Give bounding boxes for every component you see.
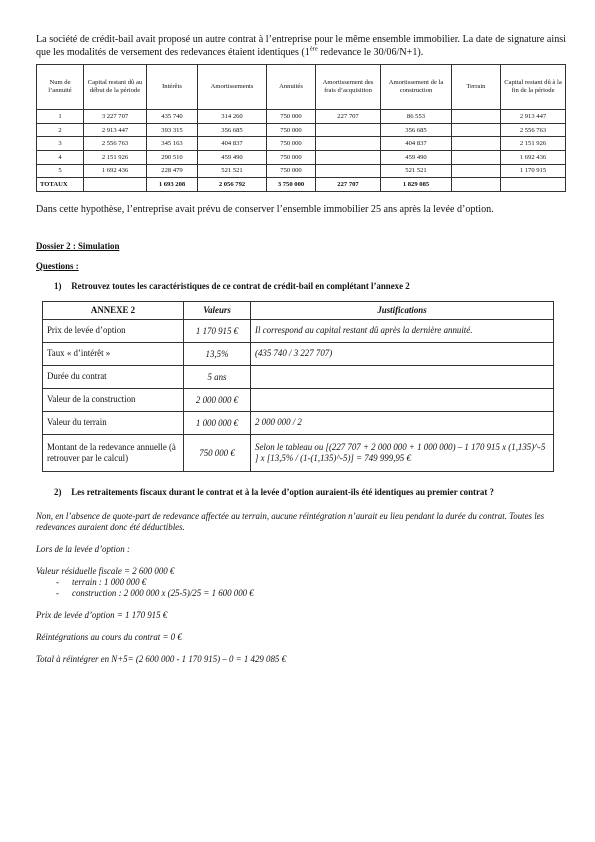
- annexe-header-row: [43, 301, 554, 319]
- question-1: [36, 281, 566, 291]
- table-cell: 4: [37, 150, 84, 164]
- annexe-label: Valeur du terrain: [43, 411, 184, 434]
- table-cell: [316, 164, 381, 178]
- header-cell: Capital restant dû au début de la période: [84, 65, 147, 110]
- table-cell: 521 521: [198, 164, 267, 178]
- table-cell: [452, 137, 501, 151]
- annexe-justification: (435 740 / 3 227 707): [251, 342, 554, 365]
- header-cell: Amortissement des frais d’acquisition: [316, 65, 381, 110]
- table-cell: 290 510: [147, 150, 198, 164]
- annexe-justification: Selon le tableau ou [(227 707 + 2 000 000 + 1 000 000) – 1 170 915 x (1,135)^-5 ] x [13,5% / (1-(1,135)^-5)] = 749 999,95 €: [251, 434, 554, 471]
- header-cell: Amortissement de la construction: [381, 65, 452, 110]
- table-cell: 750 000: [267, 164, 316, 178]
- totals-row: [37, 178, 566, 192]
- bullet-dash: -: [56, 587, 59, 598]
- annexe-row: [43, 319, 554, 342]
- annexe-value: 1 000 000 €: [184, 411, 251, 434]
- intro-text: La société de crédit-bail avait proposé un autre contrat à l’entreprise pour le même ensemble immobilier. La date de signature ainsi que les modalités de versement des redevances étaient identiques (1: [36, 34, 566, 58]
- answer-option-price: Prix de levée d’option = 1 170 915 €: [36, 609, 168, 620]
- table-cell: [501, 178, 566, 192]
- table-cell: 404 837: [381, 137, 452, 151]
- table-cell: 750 000: [267, 123, 316, 137]
- table-cell: 227 707: [316, 110, 381, 124]
- answer-total: Total à réintégrer en N+5= (2 600 000 - 1 170 915) – 0 = 1 429 085 €: [36, 653, 287, 664]
- table-cell: 1 692 436: [84, 164, 147, 178]
- annexe-row: [43, 411, 554, 434]
- lease-schedule-header-row: [37, 65, 566, 110]
- table-row: [37, 150, 566, 164]
- table-cell: [316, 150, 381, 164]
- table-row: [37, 164, 566, 178]
- annexe-header-cell: Justifications: [251, 301, 554, 319]
- annexe-justification: 2 000 000 / 2: [251, 411, 554, 434]
- table-row: [37, 123, 566, 137]
- annexe-2-table: [42, 301, 554, 472]
- header-cell: Annuités: [267, 65, 316, 110]
- annexe-label: Durée du contrat: [43, 365, 184, 388]
- table-cell: [316, 123, 381, 137]
- bullet-dash: -: [56, 576, 59, 587]
- annexe-row: [43, 342, 554, 365]
- table-cell: 345 163: [147, 137, 198, 151]
- annexe-row: [43, 365, 554, 388]
- header-cell: Num de l’annuité: [37, 65, 84, 110]
- annexe-row: [43, 434, 554, 471]
- annexe-header-cell: ANNEXE 2: [43, 301, 184, 319]
- bullet-text: terrain : 1 000 000 €: [72, 576, 147, 587]
- table-cell: 2 913 447: [501, 110, 566, 124]
- header-cell: Capital restant dû à la fin de la période: [501, 65, 566, 110]
- table-cell: 1: [37, 110, 84, 124]
- table-cell: 2: [37, 123, 84, 137]
- table-cell: 459 490: [198, 150, 267, 164]
- annexe-value: 750 000 €: [184, 434, 251, 471]
- annexe-label: Valeur de la construction: [43, 388, 184, 411]
- table-cell: 1 692 436: [501, 150, 566, 164]
- intro-superscript: ère: [309, 45, 318, 53]
- answer-lors: Lors de la levée d’option :: [36, 543, 130, 554]
- table-cell: 3 750 000: [267, 178, 316, 192]
- annexe-label: Taux « d’intérêt »: [43, 342, 184, 365]
- header-cell: Terrain: [452, 65, 501, 110]
- answer-residual-value: Valeur résiduelle fiscale = 2 600 000 €: [36, 565, 175, 576]
- table-cell: 393 315: [147, 123, 198, 137]
- table-cell: [452, 123, 501, 137]
- totals-label: TOTAUX: [37, 178, 84, 192]
- annexe-value: 13,5%: [184, 342, 251, 365]
- header-cell: Intérêts: [147, 65, 198, 110]
- hypothesis-paragraph: Dans cette hypothèse, l’entreprise avait prévu de conserver l’ensemble immobilier 25 ans après la levée d’option.: [36, 203, 494, 215]
- table-row: [37, 137, 566, 151]
- table-cell: 2 056 792: [198, 178, 267, 192]
- table-cell: 750 000: [267, 150, 316, 164]
- table-cell: 1 170 915: [501, 164, 566, 178]
- answer-bullet-construction: [36, 588, 566, 599]
- lease-schedule-table: [36, 64, 566, 192]
- questions-title: Questions :: [36, 260, 79, 271]
- table-cell: 356 685: [381, 123, 452, 137]
- document-page: [36, 34, 566, 665]
- table-cell: [452, 110, 501, 124]
- annexe-label: Prix de levée d’option: [43, 319, 184, 342]
- table-cell: 2 913 447: [84, 123, 147, 137]
- table-cell: 750 000: [267, 110, 316, 124]
- table-cell: [452, 178, 501, 192]
- table-cell: 227 707: [316, 178, 381, 192]
- table-cell: 2 151 926: [84, 150, 147, 164]
- intro-paragraph: [36, 34, 566, 59]
- table-cell: 86 553: [381, 110, 452, 124]
- annexe-row: [43, 388, 554, 411]
- annexe-justification: Il correspond au capital restant dû après la dernière annuité.: [251, 319, 554, 342]
- table-cell: 5: [37, 164, 84, 178]
- table-cell: 435 740: [147, 110, 198, 124]
- annexe-justification: [251, 388, 554, 411]
- question-2-text: Les retraitements fiscaux durant le contrat et à la levée d’option auraient-ils été identiques au premier contrat ?: [71, 486, 494, 497]
- table-cell: 1 693 208: [147, 178, 198, 192]
- table-cell: 314 260: [198, 110, 267, 124]
- answer-paragraph: Non, en l’absence de quote-part de redevance affectée au terrain, aucune réintégration n’aurait eu lieu pendant la durée du contrat. Toutes les redevances auraient donc été déductibles.: [36, 510, 545, 532]
- bullet-text: construction : 2 000 000 x (25-5)/25 = 1 600 000 €: [72, 587, 254, 598]
- answer-reintegrations: Réintégrations au cours du contrat = 0 €: [36, 631, 182, 642]
- annexe-value: 2 000 000 €: [184, 388, 251, 411]
- table-row: [37, 110, 566, 124]
- table-cell: 3 227 707: [84, 110, 147, 124]
- annexe-value: 1 170 915 €: [184, 319, 251, 342]
- table-cell: 1 829 085: [381, 178, 452, 192]
- table-cell: [316, 137, 381, 151]
- table-cell: 3: [37, 137, 84, 151]
- table-cell: [84, 178, 147, 192]
- table-cell: 2 556 763: [501, 123, 566, 137]
- table-cell: [452, 150, 501, 164]
- table-cell: 2 151 926: [501, 137, 566, 151]
- table-cell: [452, 164, 501, 178]
- annexe-label: Montant de la redevance annuelle (à retrouver par le calcul): [43, 434, 184, 471]
- answer-bullet-terrain: [36, 577, 566, 588]
- table-cell: 521 521: [381, 164, 452, 178]
- header-cell: Amortissements: [198, 65, 267, 110]
- annexe-header-cell: Valeurs: [184, 301, 251, 319]
- dossier-title: Dossier 2 : Simulation: [36, 240, 120, 251]
- question-1-text: Retrouvez toutes les caractéristiques de ce contrat de crédit-bail en complétant l’annexe 2: [71, 280, 410, 291]
- question-2-number: 2): [54, 486, 62, 497]
- annexe-justification: [251, 365, 554, 388]
- table-cell: 228 479: [147, 164, 198, 178]
- table-cell: 459 490: [381, 150, 452, 164]
- table-cell: 404 837: [198, 137, 267, 151]
- question-1-number: 1): [54, 280, 62, 291]
- intro-text-end: redevance le 30/06/N+1).: [317, 46, 424, 58]
- table-cell: 750 000: [267, 137, 316, 151]
- annexe-value: 5 ans: [184, 365, 251, 388]
- table-cell: 2 556 763: [84, 137, 147, 151]
- table-cell: 356 685: [198, 123, 267, 137]
- question-2: [36, 487, 566, 497]
